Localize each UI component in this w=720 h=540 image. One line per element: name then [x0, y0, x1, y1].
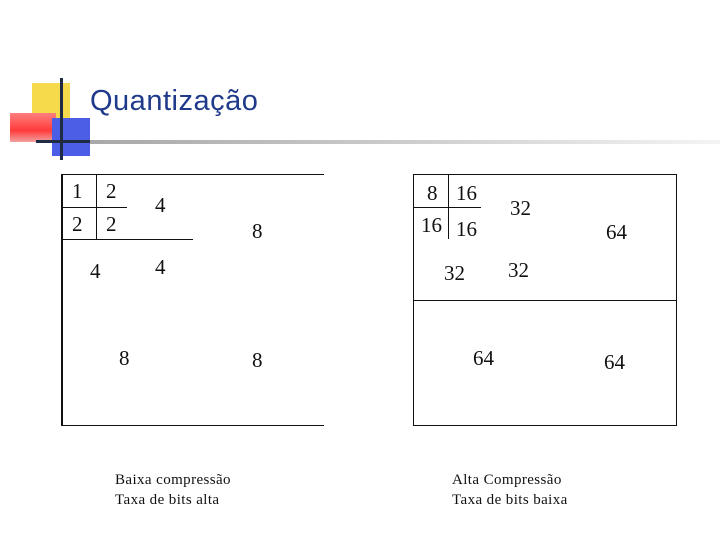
- left-caption-line1: Baixa compressão: [115, 472, 231, 488]
- grid-cell-value: 4: [155, 193, 166, 217]
- grid-cell-value: 4: [155, 255, 166, 279]
- grid-cell-value: 32: [510, 196, 531, 220]
- grid-line: [413, 207, 481, 208]
- grid-cell-value: 8: [252, 219, 263, 243]
- slide-title: Quantização: [90, 85, 259, 117]
- grid-cell-value: 1: [72, 179, 83, 203]
- grid-line: [413, 174, 677, 175]
- grid-cell-value: 32: [444, 261, 465, 285]
- grid-cell-value: 16: [456, 217, 477, 241]
- left-caption-line2: Taxa de bits alta: [115, 492, 220, 508]
- grid-cell-value: 16: [421, 213, 442, 237]
- grid-cell-value: 32: [508, 258, 529, 282]
- grid-cell-value: 64: [606, 220, 627, 244]
- grid-line: [448, 174, 449, 239]
- grid-cell-value: 64: [604, 350, 625, 374]
- grid-line: [413, 300, 677, 301]
- grid-line: [413, 425, 677, 426]
- left-caption: [115, 470, 231, 510]
- right-caption-line2: Taxa de bits baixa: [452, 492, 568, 508]
- grid-cell-value: 2: [106, 179, 117, 203]
- grid-cell-value: 8: [427, 181, 438, 205]
- grid-cell-value: 4: [90, 259, 101, 283]
- right-caption-line1: Alta Compressão: [452, 472, 562, 488]
- grid-cell-value: 64: [473, 346, 494, 370]
- grid-cell-value: 2: [106, 212, 117, 236]
- grid-cell-value: 2: [72, 212, 83, 236]
- right-caption: [452, 470, 568, 510]
- grid-cell-value: 8: [252, 348, 263, 372]
- grid-cell-value: 8: [119, 346, 130, 370]
- grid-cell-value: 16: [456, 181, 477, 205]
